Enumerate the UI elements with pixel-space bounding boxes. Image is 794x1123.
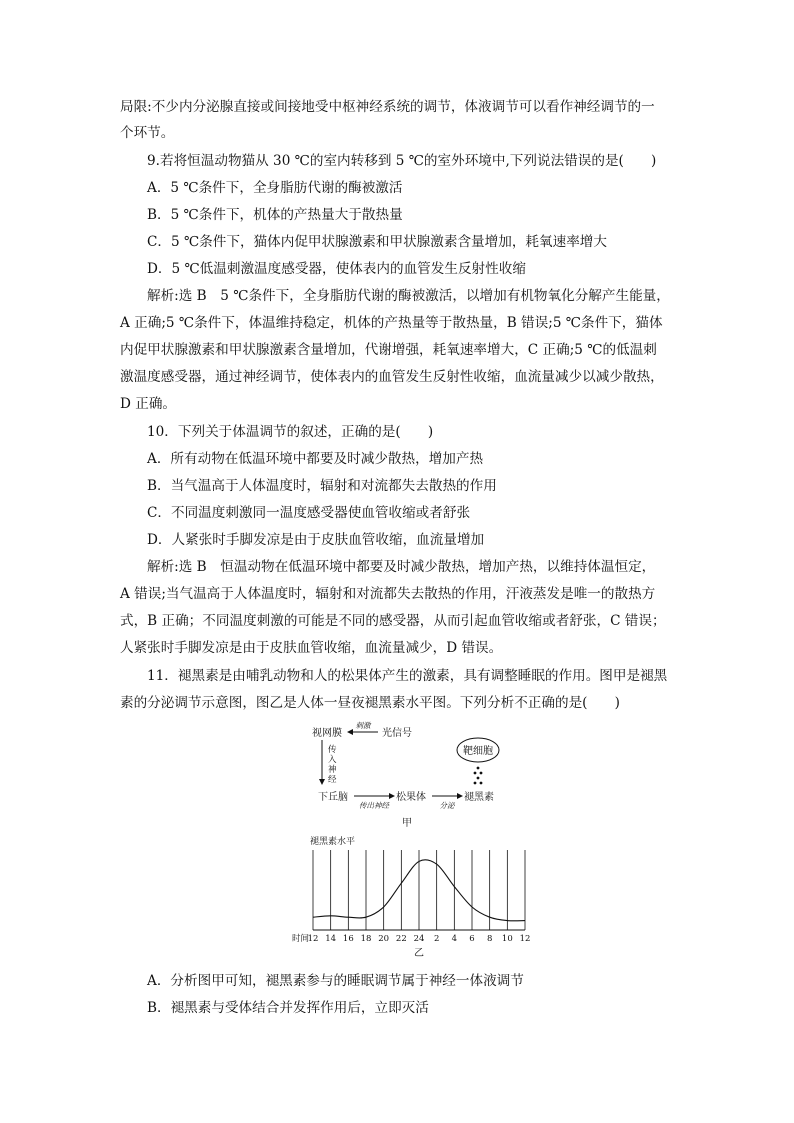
chart-tick-label: 4 — [451, 934, 458, 944]
question-11-option-a: A．分析图甲可知，褪黑素参与的睡眠调节属于神经一体液调节 — [147, 973, 524, 989]
question-10-option-d: D．人紧张时手脚发凉是由于皮肤血管收缩，血流量增加 — [147, 532, 485, 548]
diagram-light-signal: 光信号 — [382, 728, 412, 739]
figure-melatonin — [282, 718, 532, 958]
text-line: 式，B 正确；不同温度刺激的可能是不同的感受器，从而引起血管收缩或者舒张，C 错误； — [120, 613, 666, 629]
diagram-afferent-4: 经 — [328, 775, 337, 785]
diagram-pineal: 松果体 — [396, 792, 426, 803]
chart-tick-label: 2 — [433, 934, 440, 944]
chart-tick-label: 14 — [325, 934, 337, 944]
text-line: D 正确。 — [120, 396, 177, 412]
text-line: 人紧张时手脚发凉是由于皮肤血管收缩，血流量减少，D 错误。 — [120, 640, 503, 656]
dots-icon — [474, 767, 483, 785]
text-line: 激温度感受器，通过神经调节，使体表内的血管发生反射性收缩，血流量减少以减少散热， — [120, 369, 664, 385]
chart-tick-label: 10 — [501, 934, 513, 944]
diagram-caption: 甲 — [402, 818, 412, 829]
diagram-afferent-3: 神 — [328, 765, 337, 775]
text-line: 素的分泌调节示意图，图乙是人体一昼夜褪黑素水平图。下列分析不正确的是( ) — [120, 695, 620, 711]
text-line: A 错误;当气温高于人体温度时，辐射和对流都失去散热的作用，汗液蒸发是唯一的散热方 — [120, 586, 656, 602]
diagram-afferent-2: 入 — [328, 755, 337, 765]
melatonin-chart — [292, 835, 530, 958]
question-11-stem: 11．褪黑素是由哺乳动物和人的松果体产生的激素，具有调整睡眠的作用。图甲是褪黑 — [147, 668, 668, 684]
text-line: A 正确;5 ℃条件下，体温维持稳定，机体的产热量等于散热量，B 错误;5 ℃条件下，猫体 — [120, 315, 663, 331]
chart-tick-label: 18 — [360, 934, 372, 944]
question-11-option-b: B．褪黑素与受体结合并发挥作用后，立即灭活 — [147, 1000, 429, 1016]
diagram-melatonin: 褪黑素 — [464, 792, 494, 803]
question-9-option-a: A．5 ℃条件下，全身脂肪代谢的酶被激活 — [147, 180, 403, 196]
question-10-option-c: C．不同温度刺激同一温度感受器使血管收缩或者舒张 — [147, 505, 471, 521]
question-10-stem: 10．下列关于体温调节的叙述，正确的是( ) — [147, 424, 434, 440]
chart-tick-label: 12 — [519, 934, 531, 944]
chart-tick-label: 16 — [342, 934, 354, 944]
diagram-efferent: 传出神经 — [359, 801, 389, 810]
chart-tick-label: 8 — [486, 934, 493, 944]
question-10-analysis: 解析:选 B 恒温动物在低温环境中都要及时减少散热，增加产热，以维持体温恒定， — [147, 559, 656, 575]
chart-caption: 乙 — [414, 948, 424, 958]
diagram-hypothalamus: 下丘脑 — [318, 792, 348, 803]
chart-tick-label: 12 — [307, 934, 319, 944]
question-9-option-c: C．5 ℃条件下，猫体内促甲状腺激素和甲状腺激素含量增加，耗氧速率增大 — [147, 234, 607, 250]
chart-tick-label: 22 — [395, 934, 407, 944]
question-9-analysis: 解析:选 B 5 ℃条件下，全身脂肪代谢的酶被激活，以增加有机物氧化分解产生能量， — [147, 288, 670, 304]
question-9-stem: 9.若将恒温动物猫从 30 ℃的室内转移到 5 ℃的室外环境中,下列说法错误的是( ) — [147, 153, 657, 169]
text-line: 内促甲状腺激素和甲状腺激素含量增加，代谢增强，耗氧速率增大，C 正确;5 ℃的低温刺 — [120, 342, 657, 358]
chart-tick-label: 6 — [469, 934, 475, 944]
question-10-option-b: B．当气温高于人体温度时，辐射和对流都失去散热的作用 — [147, 478, 497, 494]
question-9-option-b: B．5 ℃条件下，机体的产热量大于散热量 — [147, 207, 403, 223]
question-9-option-d: D．5 ℃低温刺激温度感受器，使体表内的血管发生反射性收缩 — [147, 261, 526, 277]
diagram-target-cell: 靶细胞 — [463, 746, 493, 757]
chart-xlabel: 时间 — [291, 934, 309, 944]
question-10-option-a: A．所有动物在低温环境中都要及时减少散热，增加产热 — [147, 451, 484, 467]
chart-ylabel: 褪黑素水平 — [310, 837, 356, 847]
diagram-stimulus: 刺激 — [355, 721, 371, 730]
chart-tick-label: 20 — [378, 934, 390, 944]
diagram-afferent-1: 传 — [328, 745, 337, 755]
text-line: 局限:不少内分泌腺直接或间接地受中枢神经系统的调节，体液调节可以看作神经调节的一 — [120, 99, 655, 115]
chart-tick-label: 24 — [413, 934, 425, 944]
diagram-retina: 视网膜 — [312, 728, 342, 739]
text-line: 个环节。 — [120, 125, 175, 141]
diagram-secrete: 分泌 — [439, 801, 455, 810]
